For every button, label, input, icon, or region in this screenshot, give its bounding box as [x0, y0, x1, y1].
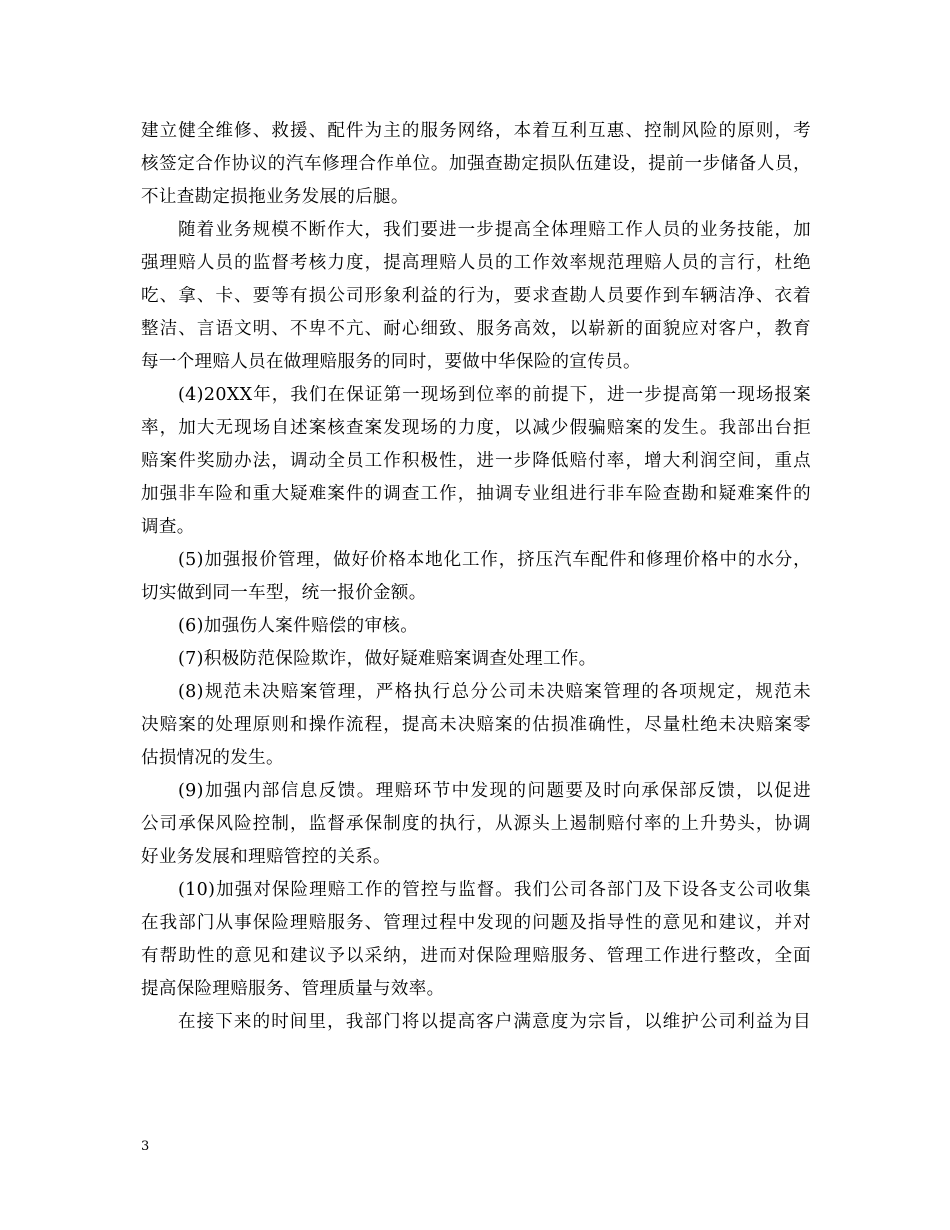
text-line: 估损情况的发生。	[141, 748, 284, 768]
text-line: (5)加强报价管理，做好价格本地化工作，挤压汽车配件和修理价格中的水分，	[178, 550, 811, 570]
text-line: 决赔案的处理原则和操作流程，提高未决赔案的估损准确性，尽量杜绝未决赔案零	[141, 715, 811, 735]
text-line: 核签定合作协议的汽车修理合作单位。加强查勘定损队伍建设，提前一步储备人员，	[141, 154, 811, 174]
text-line: 吃、拿、卡、要等有损公司形象利益的行为，要求查勘人员要作到车辆洁净、衣着	[141, 286, 811, 306]
text-line: 赔案件奖励办法，调动全员工作积极性，进一步降低赔付率，增大利润空间，重点	[141, 451, 811, 471]
text-line: 公司承保风险控制，监督承保制度的执行，从源头上遏制赔付率的上升势头，协调	[141, 814, 811, 834]
text-line: 提高保险理赔服务、管理质量与效率。	[141, 979, 445, 999]
text-line: 在我部门从事保险理赔服务、管理过程中发现的问题及指导性的意见和建议，并对	[141, 913, 811, 933]
text-line: 建立健全维修、救援、配件为主的服务网络，本着互利互惠、控制风险的原则，考	[141, 121, 811, 141]
text-line: (10)加强对保险理赔工作的管控与监督。我们公司各部门及下设各支公司收集	[178, 880, 811, 900]
text-line: 随着业务规模不断作大，我们要进一步提高全体理赔工作人员的业务技能，加	[178, 220, 811, 240]
text-line: (6)加强伤人案件赔偿的审核。	[178, 616, 419, 636]
text-line: 率，加大无现场自述案核查案发现场的力度，以减少假骗赔案的发生。我部出台拒	[141, 418, 811, 438]
text-line: (4)20XX年，我们在保证第一现场到位率的前提下，进一步提高第一现场报案	[178, 385, 811, 405]
text-line: (7)积极防范保险欺诈，做好疑难赔案调查处理工作。	[178, 649, 597, 669]
body-text	[141, 115, 811, 1039]
text-line: (9)加强内部信息反馈。理赔环节中发现的问题要及时向承保部反馈，以促进	[178, 781, 811, 801]
text-line: 好业务发展和理赔管控的关系。	[141, 847, 391, 867]
text-line: 切实做到同一车型，统一报价金额。	[141, 583, 427, 603]
text-line: 强理赔人员的监督考核力度，提高理赔人员的工作效率规范理赔人员的言行，杜绝	[141, 253, 811, 273]
text-line: 有帮助性的意见和建议予以采纳，进而对保险理赔服务、管理工作进行整改，全面	[141, 946, 811, 966]
text-line: 在接下来的时间里，我部门将以提高客户满意度为宗旨，以维护公司利益为目	[178, 1012, 811, 1032]
page-number: 3	[141, 1139, 150, 1154]
text-line: 整洁、言语文明、不卑不亢、耐心细致、服务高效，以崭新的面貌应对客户，教育	[141, 319, 811, 339]
text-line: 加强非车险和重大疑难案件的调查工作，抽调专业组进行非车险查勘和疑难案件的	[141, 484, 811, 504]
text-line: 不让查勘定损拖业务发展的后腿。	[141, 187, 409, 207]
text-line: 调查。	[141, 517, 195, 537]
text-line: (8)规范未决赔案管理，严格执行总分公司未决赔案管理的各项规定，规范未	[178, 682, 811, 702]
text-line: 每一个理赔人员在做理赔服务的同时，要做中华保险的宣传员。	[141, 352, 641, 372]
